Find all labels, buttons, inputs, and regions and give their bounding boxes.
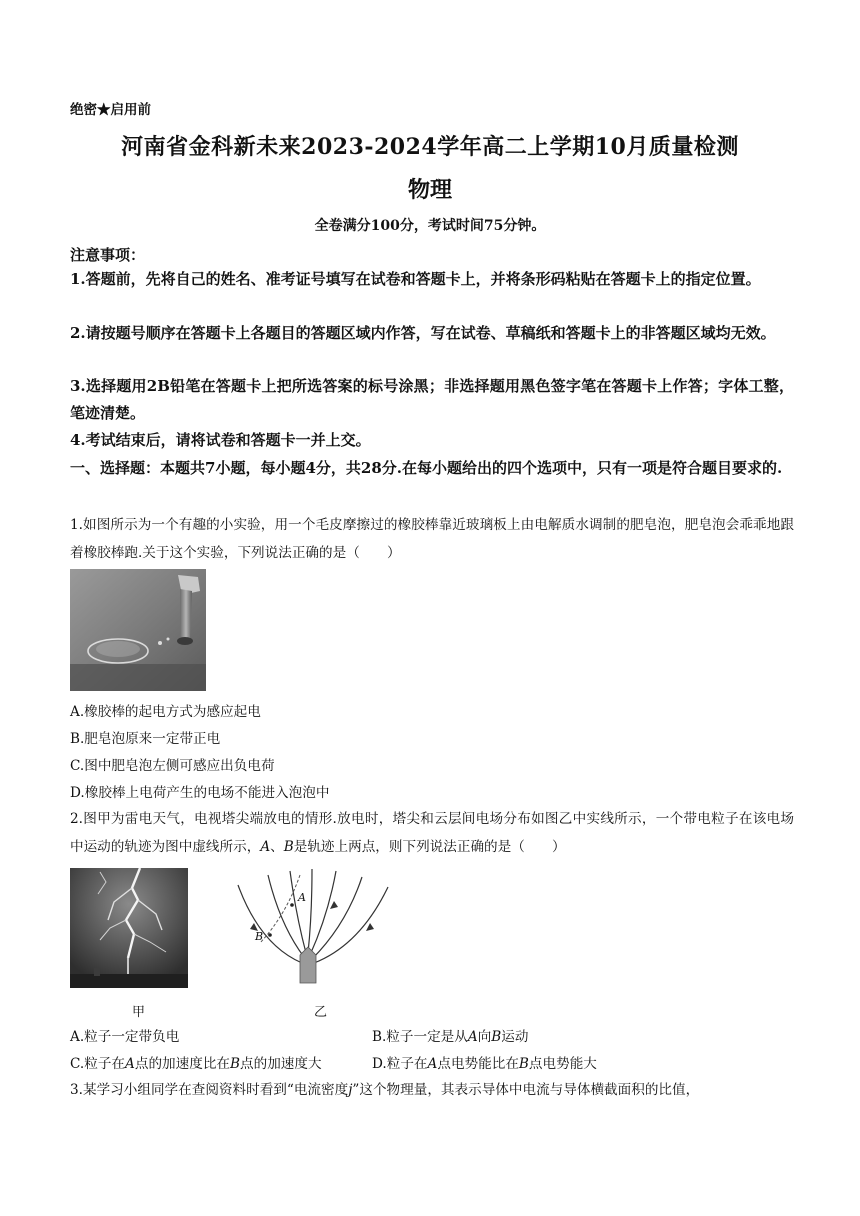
q2-figure-point-a-label: A — [298, 891, 306, 904]
subject-title: 物理 — [407, 177, 452, 203]
notice-heading: 注意事项： — [70, 246, 146, 264]
q2-option-c: C.粒子在A点的加速度比在B点的加速度大 — [70, 1056, 322, 1072]
q1-option-b: B.肥皂泡原来一定带正电 — [70, 731, 221, 747]
q2-option-b: B.粒子一定是从A向B运动 — [372, 1029, 529, 1045]
q2-figure-point-b-label: B — [255, 930, 264, 943]
exam-title: 河南省金科新未来2023-2024学年高二上学期10月质量检测 — [121, 134, 739, 160]
notice-item-4: 4.考试结束后，请将试卷和答题卡一并上交。 — [70, 431, 371, 449]
q1-option-d: D.橡胶棒上电荷产生的电场不能进入泡泡中 — [70, 785, 330, 801]
confidential-label: 绝密★启用前 — [70, 102, 151, 118]
q2-figure-b-caption: 乙 — [314, 1005, 328, 1020]
notice-item-2: 2.请按题号顺序在答题卡上各题目的答题区域内作答，写在试卷、草稿纸和答题卡上的非答题区域均无效。 — [70, 324, 776, 342]
q1-option-c: C.图中肥皂泡左侧可感应出负电荷 — [70, 758, 275, 774]
q2-option-d: D.粒子在A点电势能比在B点电势能大 — [372, 1056, 597, 1072]
q2-figure-lightning-photo — [70, 868, 188, 988]
q1-option-a: A.橡胶棒的起电方式为感应起电 — [70, 704, 261, 720]
q2-figure-field-lines — [230, 865, 392, 991]
notice-item-3: 3.选择题用2B铅笔在答题卡上把所选答案的标号涂黑；非选择题用黑色签字笔在答题卡上作答；字体工整，笔迹清楚。 — [70, 377, 794, 422]
q2-figure-a-caption: 甲 — [132, 1005, 146, 1020]
q1-photo — [70, 569, 206, 691]
section-heading: 一、选择题：本题共7小题，每小题4分，共28分.在每小题给出的四个选项中，只有一项是符合题目要求的. — [70, 459, 783, 477]
q3-stem: 3.某学习小组同学在查阅资料时看到“电流密度j”这个物理量，其表示导体中电流与导体横截面积的比值， — [70, 1082, 700, 1098]
full-score-note: 全卷满分100分，考试时间75分钟。 — [314, 218, 546, 234]
q1-stem: 1.如图所示为一个有趣的小实验，用一个毛皮摩擦过的橡胶棒靠近玻璃板上由电解质水调制的肥皂泡，肥皂泡会乖乖地跟着橡胶棒跑.关于这个实验，下列说法正确的是（ ） — [70, 517, 794, 561]
q2-stem: 2.图甲为雷电天气，电视塔尖端放电的情形.放电时，塔尖和云层间电场分布如图乙中实线所示，一个带电粒子在该电场中运动的轨迹为图中虚线所示，A、B是轨迹上两点，则下列说法正确的是（ ） — [70, 811, 794, 855]
notice-item-1: 1.答题前，先将自己的姓名、准考证号填写在试卷和答题卡上，并将条形码粘贴在答题卡上的指定位置。 — [70, 270, 761, 288]
q2-option-a: A.粒子一定带负电 — [70, 1029, 180, 1045]
